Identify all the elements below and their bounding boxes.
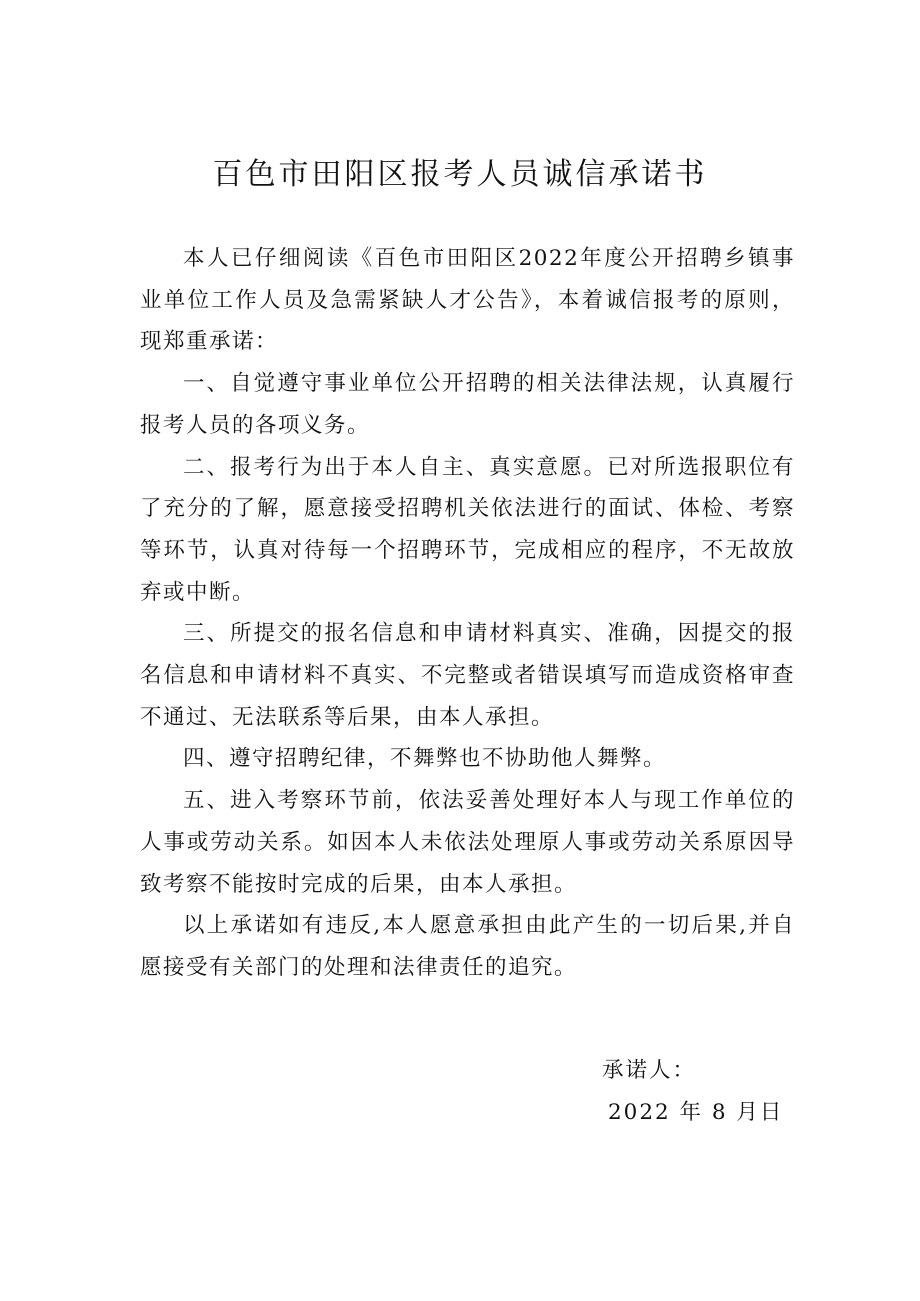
document-body	[140, 238, 795, 989]
document-title: 百色市田阳区报考人员诚信承诺书	[212, 157, 708, 192]
intro-paragraph: 本人已仔细阅读《百色市田阳区2022年度公开招聘乡镇事业单位工作人员及急需紧缺人才公告》，本着诚信报考的原则，现郑重承诺：	[140, 246, 795, 355]
clause-4-paragraph: 四、遵守招聘纪律，不舞弊也不协助他人舞弊。	[183, 746, 667, 772]
clause-3-paragraph: 三、所提交的报名信息和申请材料真实、准确，因提交的报名信息和申请材料不真实、不完整或者错误填写而造成资格审查不通过、无法联系等后果，由本人承担。	[140, 621, 795, 730]
closing-paragraph: 以上承诺如有违反,本人愿意承担由此产生的一切后果,并自愿接受有关部门的处理和法律责任的追究。	[140, 913, 795, 980]
signature-label: 承诺人：	[602, 1058, 697, 1083]
signature-date: 2022 年 8 月日	[608, 1100, 784, 1125]
clause-2-paragraph: 二、报考行为出于本人自主、真实意愿。已对所选报职位有了充分的了解，愿意接受招聘机关依法进行的面试、体检、考察等环节，认真对待每一个招聘环节，完成相应的程序，不无故放弃或中断。	[140, 454, 795, 605]
clause-1-paragraph: 一、自觉遵守事业单位公开招聘的相关法律法规，认真履行报考人员的各项义务。	[140, 371, 795, 438]
clause-5-paragraph: 五、进入考察环节前，依法妥善处理好本人与现工作单位的人事或劳动关系。如因本人未依法处理原人事或劳动关系原因导致考察不能按时完成的后果，由本人承担。	[140, 788, 795, 897]
